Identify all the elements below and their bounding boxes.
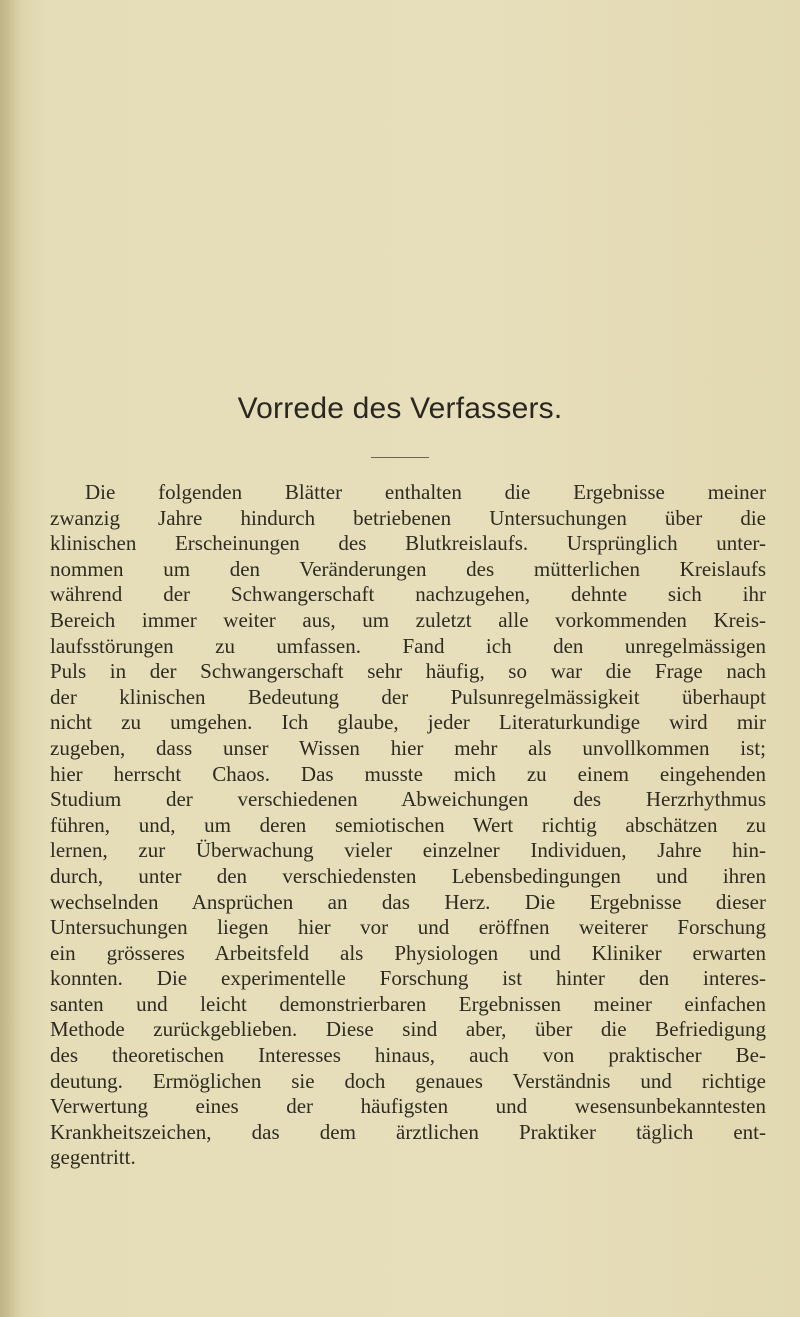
text-line: Puls in der Schwangerschaft sehr häufig, so war die Frage nach	[50, 659, 766, 684]
text-line: santen und leicht demonstrierbaren Ergebnissen meiner einfachen	[50, 991, 766, 1016]
text-line: klinischen Erscheinungen des Blutkreislaufs. Ursprünglich unter-	[50, 531, 766, 556]
text-line: deutung. Ermöglichen sie doch genaues Verständnis und richtige	[50, 1068, 766, 1093]
text-line: führen, und, um deren semiotischen Wert richtig abschätzen zu	[50, 812, 766, 837]
text-line: Bereich immer weiter aus, um zuletzt alle vorkommenden Kreis-	[50, 607, 766, 632]
text-line: Studium der verschiedenen Abweichungen des Herzrhythmus	[50, 787, 766, 812]
text-line: Die folgenden Blätter enthalten die Ergebnisse meiner	[85, 480, 766, 504]
title-divider	[371, 457, 429, 458]
text-line: ein grösseres Arbeitsfeld als Physiologen und Kliniker erwarten	[50, 940, 766, 965]
text-line: der klinischen Bedeutung der Pulsunregelmässigkeit überhaupt	[50, 684, 766, 709]
text-line: nicht zu umgehen. Ich glaube, jeder Literaturkundige wird mir	[50, 710, 766, 735]
text-line: hier herrscht Chaos. Das musste mich zu einem eingehenden	[50, 761, 766, 786]
text-line: nommen um den Veränderungen des mütterlichen Kreislaufs	[50, 556, 766, 581]
text-line: zugeben, dass unser Wissen hier mehr als unvollkommen ist;	[50, 735, 766, 760]
text-line: Untersuchungen liegen hier vor und eröffnen weiterer Forschung	[50, 915, 766, 940]
text-line: wechselnden Ansprüchen an das Herz. Die Ergebnisse dieser	[50, 889, 766, 914]
text-line: des theoretischen Interesses hinaus, auch von praktischer Be-	[50, 1043, 766, 1068]
text-line: lernen, zur Überwachung vieler einzelner Individuen, Jahre hin-	[50, 838, 766, 863]
text-line: während der Schwangerschaft nachzugehen, dehnte sich ihr	[50, 582, 766, 607]
text-line: zwanzig Jahre hindurch betriebenen Untersuchungen über die	[50, 505, 766, 530]
page-title: Vorrede des Verfassers.	[237, 392, 563, 425]
text-line: Verwertung eines der häufigsten und wesensunbekanntesten	[50, 1094, 766, 1119]
text-line: konnten. Die experimentelle Forschung ist hinter den interes-	[50, 966, 766, 991]
text-line: Krankheitszeichen, das dem ärztlichen Praktiker täglich ent-	[50, 1119, 766, 1144]
text-line: Methode zurückgeblieben. Diese sind aber, über die Befriedigung	[50, 1017, 766, 1042]
text-line: gegentritt.	[50, 1145, 136, 1170]
text-line: laufsstörungen zu umfassen. Fand ich den unregelmässigen	[50, 633, 766, 658]
text-line: durch, unter den verschiedensten Lebensbedingungen und ihren	[50, 863, 766, 888]
preface-paragraph	[50, 480, 766, 1171]
